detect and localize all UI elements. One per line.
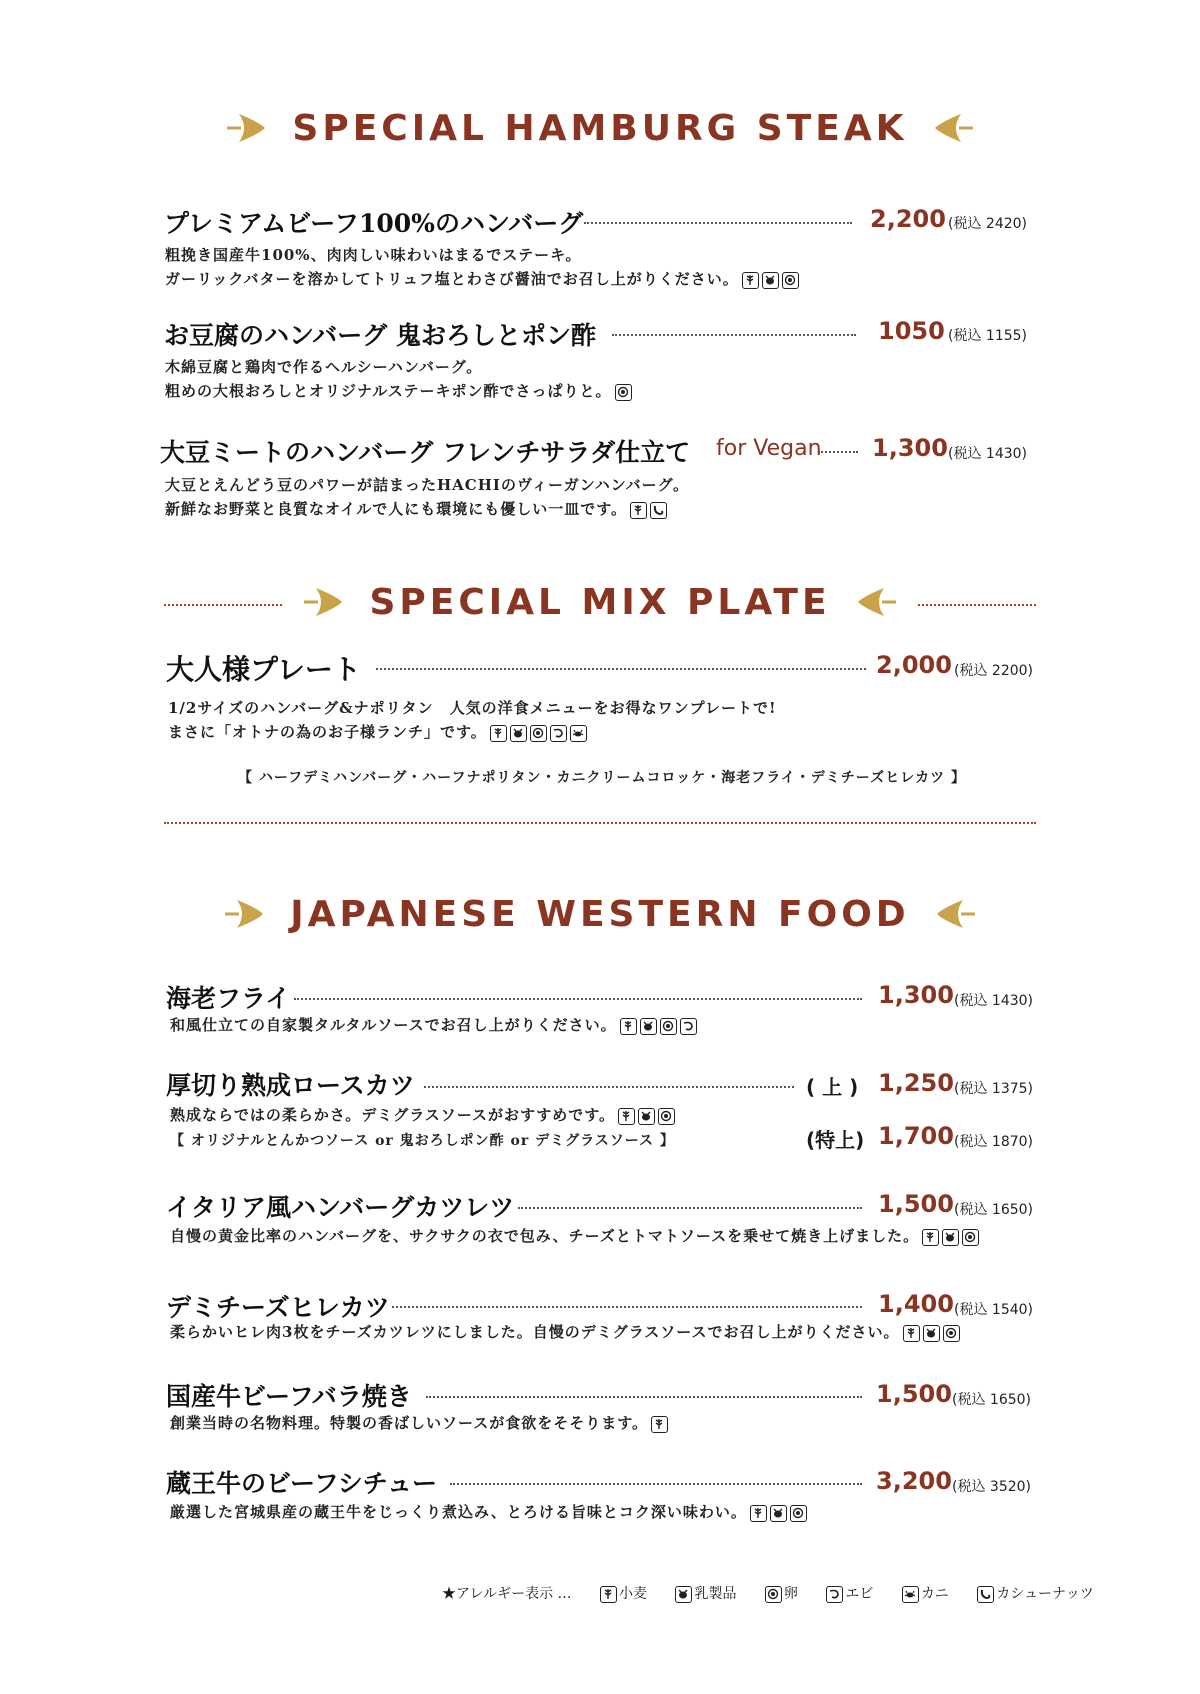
section-divider — [164, 822, 1036, 824]
item-desc: 大豆とえんどう豆のパワーが詰まったHACHIのヴィーガンハンバーグ。 — [165, 476, 690, 494]
item-desc-text: 新鮮なお野菜と良質なオイルで人にも環境にも優しい一皿です。 — [165, 500, 628, 518]
item-price: 2,200 — [870, 205, 946, 233]
egg-icon — [790, 1505, 807, 1522]
legend-dairy — [675, 1583, 736, 1603]
egg-icon — [615, 384, 632, 401]
dot-leader — [426, 1396, 862, 1398]
item-name: 大人様プレート — [166, 653, 361, 686]
grade-label: (特上) — [806, 1128, 865, 1152]
cashew-icon — [977, 1586, 994, 1603]
item-price: 1050 — [878, 317, 945, 345]
egg-icon — [658, 1108, 675, 1125]
dot-leader — [612, 334, 856, 336]
ornament-left-icon — [223, 892, 267, 936]
item-price: 2,000 — [876, 651, 952, 679]
item-name: 国産牛ビーフバラ焼き — [166, 1382, 412, 1411]
section-title-text: JAPANESE WESTERN FOOD — [290, 893, 910, 935]
wheat-icon — [750, 1505, 767, 1522]
item-desc-text: まさに「オトナの為のお子様ランチ」です。 — [168, 723, 487, 741]
item-price: 1,300 — [878, 981, 954, 1009]
wheat-icon — [922, 1229, 939, 1246]
wheat-icon — [600, 1586, 617, 1603]
legend-crab — [902, 1583, 949, 1603]
item-price: 1,400 — [878, 1290, 954, 1318]
vegan-label: for Vegan — [716, 436, 822, 461]
legend-label: カニ — [920, 1586, 949, 1602]
dot-leader — [376, 668, 866, 670]
item-desc-line — [170, 1225, 979, 1246]
item-desc-line — [170, 1104, 675, 1125]
section-title-western — [0, 892, 1200, 936]
ornament-right-icon — [931, 106, 975, 150]
dairy-icon — [640, 1018, 657, 1035]
item-name: お豆腐のハンバーグ 鬼おろしとポン酢 — [164, 321, 596, 350]
dairy-icon — [638, 1108, 655, 1125]
shrimp-icon — [826, 1586, 843, 1603]
section-title-mix — [0, 580, 1200, 624]
legend-label: エビ — [845, 1586, 874, 1602]
item-desc-line — [170, 1321, 960, 1342]
dairy-icon — [942, 1229, 959, 1246]
item-desc-line2 — [165, 268, 799, 289]
egg-icon — [943, 1325, 960, 1342]
item-name: 蔵王牛のビーフシチュー — [166, 1469, 438, 1498]
section-title-text: SPECIAL MIX PLATE — [369, 581, 831, 623]
dot-leader — [424, 1086, 794, 1088]
item-desc: 1/2サイズのハンバーグ&ナポリタン 人気の洋食メニューをお得なワンプレートで! — [168, 699, 777, 717]
item-tax-price: (税込 1650) — [952, 1392, 1032, 1408]
dairy-icon — [675, 1586, 692, 1603]
egg-icon — [530, 725, 547, 742]
grade-label: ( 上 ) — [806, 1075, 859, 1099]
legend-prefix: ★アレルギー表示 … — [442, 1586, 572, 1602]
legend-label: 乳製品 — [694, 1586, 737, 1602]
dairy-icon — [762, 272, 779, 289]
egg-icon — [765, 1586, 782, 1603]
item-tax-price: (税込 1430) — [954, 993, 1034, 1009]
wheat-icon — [490, 725, 507, 742]
sauce-options: 【 オリジナルとんかつソース or 鬼おろしポン酢 or デミグラスソース 】 — [170, 1133, 675, 1149]
crab-icon — [902, 1586, 919, 1603]
item-name: プレミアムビーフ100%のハンバーグ — [164, 209, 584, 238]
item-desc-text: 和風仕立ての自家製タルタルソースでお召し上がりください。 — [170, 1016, 617, 1034]
dot-leader — [584, 222, 852, 224]
dot-leader — [518, 1207, 862, 1209]
item-tax-price: (税込 3520) — [952, 1479, 1032, 1495]
item-desc-line2 — [165, 380, 632, 401]
dot-leader — [818, 451, 858, 453]
dairy-icon — [770, 1505, 787, 1522]
dot-leader — [450, 1483, 862, 1485]
item-tax-price: (税込 1430) — [948, 446, 1028, 462]
allergy-legend — [442, 1583, 1094, 1603]
section-title-hamburg — [0, 106, 1200, 150]
wheat-icon — [903, 1325, 920, 1342]
item-name: イタリア風ハンバーグカツレツ — [166, 1193, 515, 1222]
item-desc-line2 — [165, 498, 667, 519]
item-tax-price: (税込 1540) — [954, 1302, 1034, 1318]
crab-icon — [570, 725, 587, 742]
egg-icon — [962, 1229, 979, 1246]
wheat-icon — [630, 502, 647, 519]
wheat-icon — [620, 1018, 637, 1035]
legend-shrimp — [826, 1583, 873, 1603]
dot-leader — [294, 998, 862, 1000]
wheat-icon — [618, 1108, 635, 1125]
dairy-icon — [510, 725, 527, 742]
item-name: 大豆ミートのハンバーグ フレンチサラダ仕立て — [160, 438, 691, 467]
wheat-icon — [651, 1416, 668, 1433]
item-price: 1,700 — [878, 1122, 954, 1150]
shrimp-icon — [550, 725, 567, 742]
legend-cashew — [977, 1583, 1093, 1603]
item-desc-line — [170, 1501, 807, 1522]
item-name: 海老フライ — [166, 984, 291, 1013]
item-desc-line — [170, 1014, 697, 1035]
cashew-icon — [650, 502, 667, 519]
item-desc-text: 厳選した宮城県産の蔵王牛をじっくり煮込み、とろける旨味とコク深い味わい。 — [170, 1503, 747, 1521]
item-desc-text: 創業当時の名物料理。特製の香ばしいソースが食欲をそそります。 — [170, 1414, 649, 1432]
plate-contents: 【 ハーフデミハンバーグ・ハーフナポリタン・カニクリームコロッケ・海老フライ・デミチーズヒレカツ 】 — [238, 770, 966, 786]
item-desc-text: 熟成ならではの柔らかさ。デミグラスソースがおすすめです。 — [170, 1106, 616, 1124]
item-desc-text: 自慢の黄金比率のハンバーグを、サクサクの衣で包み、チーズとトマトソースを乗せて焼き上げました。 — [170, 1227, 920, 1245]
item-desc-text: 柔らかいヒレ肉3枚をチーズカツレツにしました。自慢のデミグラスソースでお召し上がりください。 — [170, 1323, 900, 1341]
dot-leader — [392, 1306, 862, 1308]
item-price: 1,500 — [878, 1190, 954, 1218]
section-title-text: SPECIAL HAMBURG STEAK — [292, 107, 908, 149]
item-price: 3,200 — [876, 1467, 952, 1495]
item-price: 1,300 — [872, 434, 948, 462]
item-tax-price: (税込 1155) — [948, 328, 1028, 344]
wheat-icon — [742, 272, 759, 289]
item-tax-price: (税込 2420) — [948, 216, 1028, 232]
item-name: デミチーズヒレカツ — [166, 1293, 390, 1322]
legend-egg — [765, 1583, 798, 1603]
legend-label: 卵 — [783, 1586, 798, 1602]
ornament-left-icon — [225, 106, 269, 150]
item-tax-price: (税込 1870) — [954, 1134, 1034, 1150]
shrimp-icon — [680, 1018, 697, 1035]
item-desc: 木綿豆腐と鶏肉で作るヘルシーハンバーグ。 — [165, 358, 483, 376]
dairy-icon — [923, 1325, 940, 1342]
item-name: 厚切り熟成ロースカツ — [166, 1071, 415, 1100]
egg-icon — [782, 272, 799, 289]
item-tax-price: (税込 1375) — [954, 1081, 1034, 1097]
item-price: 1,250 — [878, 1069, 954, 1097]
item-tax-price: (税込 1650) — [954, 1202, 1034, 1218]
item-price: 1,500 — [876, 1380, 952, 1408]
legend-wheat — [600, 1583, 647, 1603]
ornament-left-icon — [302, 580, 346, 624]
item-desc-text: ガーリックバターを溶かしてトリュフ塩とわさび醤油でお召し上がりください。 — [165, 270, 739, 288]
ornament-right-icon — [854, 580, 898, 624]
legend-label: 小麦 — [619, 1586, 647, 1602]
item-desc-line — [170, 1412, 668, 1433]
item-desc: 粗挽き国産牛100%、肉肉しい味わいはまるでステーキ。 — [165, 246, 582, 264]
ornament-right-icon — [933, 892, 977, 936]
item-desc-text: 粗めの大根おろしとオリジナルステーキポン酢でさっぱりと。 — [165, 382, 612, 400]
egg-icon — [660, 1018, 677, 1035]
item-desc-line2 — [168, 721, 587, 742]
item-tax-price: (税込 2200) — [954, 663, 1034, 679]
legend-label: カシューナッツ — [996, 1586, 1094, 1602]
